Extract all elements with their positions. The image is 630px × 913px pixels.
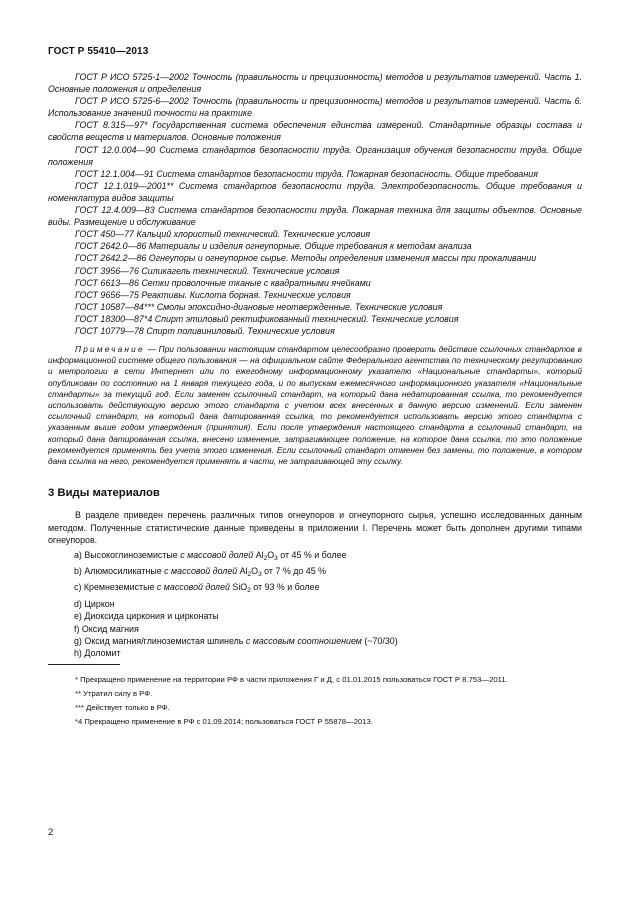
reference-item: ГОСТ 12.1.019—2001** Система стандартов безопасности труда. Электробезопасность. Общие требования и номенклатура видов защиты [48,180,582,203]
reference-item: ГОСТ 12.0.004—90 Система стандартов безопасности труда. Организация обучения безопасности труда. Общие положения [48,144,582,167]
normative-references [48,71,582,337]
reference-item: ГОСТ 12.4.009—83 Система стандартов безопасности труда. Пожарная техника для защиты объектов. Основные виды. Размещение и обслуживание [48,205,582,228]
reference-item: ГОСТ 450—77 Кальций хлористый технический. Технические условия [75,229,371,240]
reference-item: ГОСТ 2642.2—86 Огнеупоры и огнеупорное сырье. Методы определения изменения массы при прокаливании [75,253,537,264]
reference-item: ГОСТ 3956—76 Силикагель технический. Технические условия [75,265,340,276]
list-item: d) Циркон [74,598,115,609]
reference-item: ГОСТ 10587—84*** Смолы эпоксидно-диановые неотвержденные. Технические условия [75,301,443,312]
footnote: *4 Прекращено применение в РФ с 01.09.2014; пользоваться ГОСТ Р 55878—2013. [75,716,373,726]
list-item: a) Высокоглиноземистые с массовой долей $Al_2O_3$ от 45 % и более [74,549,347,562]
note-text: — При пользовании настоящим стандартом целесообразно проверить действие ссылочных стандартов в информационной системе общего пользования — на официальном сайте Федерального агентства по техническому регулированию и метрологии в сети Интернет или по ежегодному информационному указателю «Национальные стандарты», который опубликован по состоянию на 1 января текущего года, и по выпускам ежемесячного информационного указателя «Национальные стандарты» за текущий год. Если заменен ссылочный стандарт, на который дана недатированная ссылка, то рекомендуется использовать действующую версию этого стандарта с учетом всех внесенных в данную версию изменений. Если заменен ссылочный стандарт, на который дана датированная ссылка, то рекомендуется использовать версию этого стандарта с указанным выше годом утверждения (принятия). Если после утверждения настоящего стандарта в ссылочный стандарт, на который дана датированная ссылка, внесено изменение, затрагивающее положение, на которое дана ссылка, то это положение рекомендуется применять без учета этого изменения. Если ссылочный стандарт отменен без замены, то положение, в котором дана ссылка на него, рекомендуется применять в части, не затрагивающей эту ссылку. [48,344,582,467]
list-item: f) Оксид магния [74,623,139,634]
note-label: Примечание [75,344,145,355]
list-item: e) Диоксида циркония и цирконаты [74,611,219,622]
list-item: b) Алюмосиликатные с массовой долей $Al_2O_3$ от 7 % до 45 % [74,565,327,578]
reference-item: ГОСТ 10779—78 Спирт поливиниловый. Технические условия [75,325,335,336]
page-number: 2 [48,827,54,838]
footnote: ** Утратил силу в РФ. [75,688,153,698]
section-intro: В разделе приведен перечень различных типов огнеупоров и огнеупорного сырья, успешно исследованных данным методом. Полученные статистические данные приведены в приложении I. Перечень может быть дополнен другими типами огнеупоров. [48,510,582,546]
document-header: ГОСТ Р 55410—2013 [48,46,149,57]
reference-item: ГОСТ 9656—75 Реактивы. Кислота борная. Технические условия [75,289,351,300]
reference-item: ГОСТ 8.315—97* Государственная система обеспечения единства измерений. Стандартные образцы состава и свойств веществ и материалов. Основные положения [48,120,582,143]
footnote-divider [48,664,120,665]
reference-item: ГОСТ 6613—86 Сетки проволочные тканые с квадратными ячейками [75,277,371,288]
footnote: * Прекращено применение на территории РФ в части приложения Г и Д, с 01.01.2015 пользоваться ГОСТ Р 8.753—2011. [75,674,508,684]
list-item: h) Доломит [74,648,121,659]
section-title: 3 Виды материалов [48,487,160,500]
footnotes [48,674,582,727]
reference-item: ГОСТ Р ИСО 5725-6—2002 Точность (правильность и прецизионность) методов и результатов измерений. Часть 6. Использование значений точности на практике [48,96,582,119]
list-item: g) Оксид магния/глиноземистая шпинель с массовым соотношением (~70/30) [74,635,398,646]
reference-item: ГОСТ 2642.0—86 Материалы и изделия огнеупорные. Общие требования к методам анализа [75,241,472,252]
note-block [48,344,582,467]
materials-list [48,549,582,660]
reference-item: ГОСТ Р ИСО 5725-1—2002 Точность (правильность и прецизионность) методов и результатов измерений. Часть 1. Основные положения и определения [48,72,582,95]
reference-item: ГОСТ 18300—87*4 Спирт этиловый ректификованный технический. Технические условия [75,313,459,324]
footnote: *** Действует только в РФ. [75,702,170,712]
reference-item: ГОСТ 12.1.004—91 Система стандартов безопасности труда. Пожарная безопасность. Общие требования [75,168,538,179]
list-item: c) Кремнеземистые с массовой долей SiO$_2$ от 93 % и более [74,582,320,595]
